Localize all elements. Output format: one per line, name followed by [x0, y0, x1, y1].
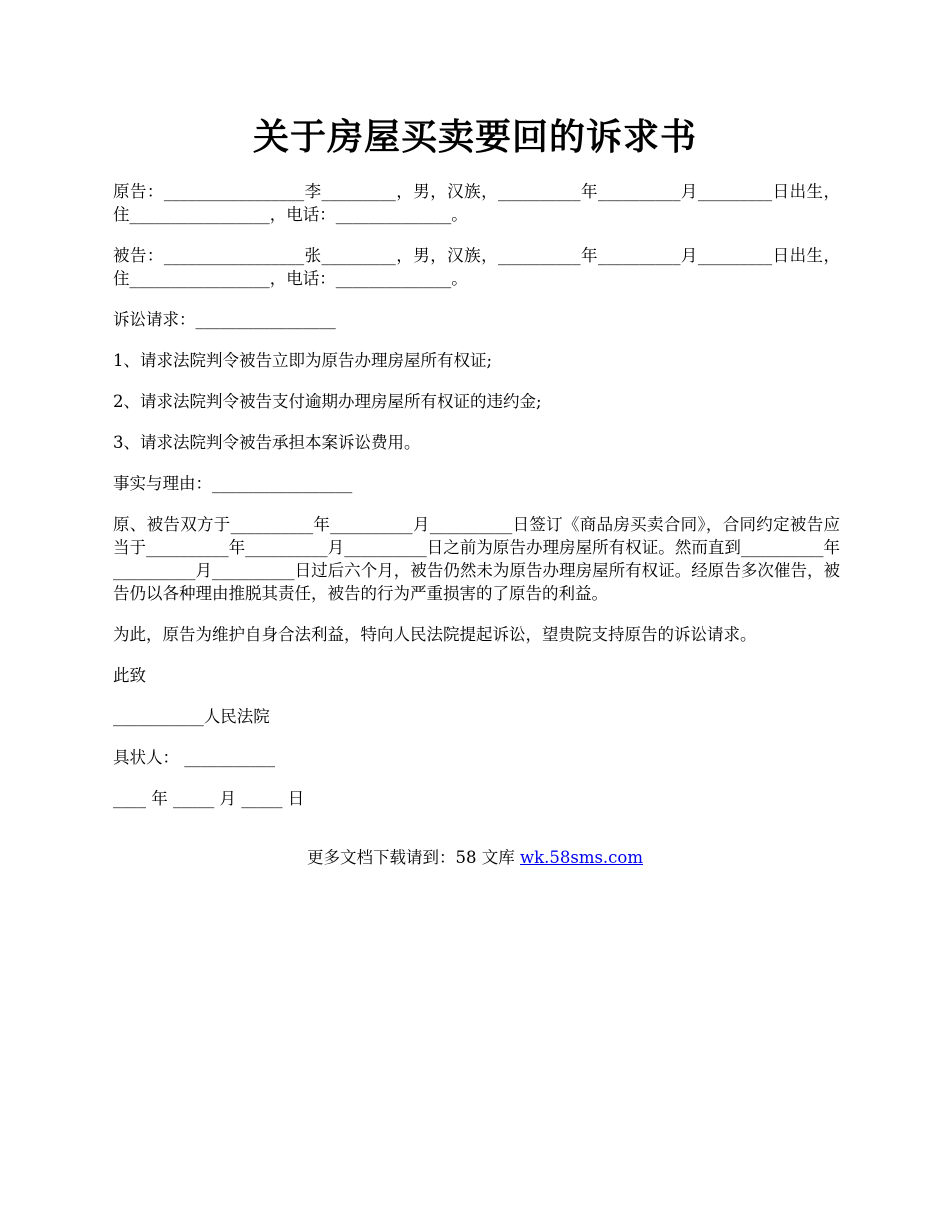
- footer-link[interactable]: wk.58sms.com: [519, 848, 643, 867]
- facts-paragraph: 原、被告双方于__________年__________月__________日签订《商品房买卖合同》，合同约定被告应当于__________年__________月__________日之前为原告办理房屋所有权证。然而直到__________年__________月__________日过后六个月，被告仍然未为原告办理房屋所有权证。经原告多次催告，被告仍以各种理由推脱其责任，被告的行为严重损害的了原告的利益。: [113, 515, 840, 603]
- claims-heading: 诉讼请求：_________________: [113, 310, 336, 329]
- claim-item-1: 1、请求法院判令被告立即为原告办理房屋所有权证;: [113, 351, 493, 370]
- download-footer: [0, 846, 950, 869]
- claim-item-2: 2、请求法院判令被告支付逾期办理房屋所有权证的违约金;: [113, 392, 542, 411]
- document-title: 关于房屋买卖要回的诉求书: [252, 116, 697, 158]
- footer-text: 更多文档下载请到：58 文库: [306, 848, 520, 867]
- date-line: ____ 年 _____ 月 _____ 日: [113, 789, 305, 808]
- signatory: 具状人： ___________: [113, 748, 275, 767]
- court-name: ___________人民法院: [113, 707, 270, 726]
- claim-item-3: 3、请求法院判令被告承担本案诉讼费用。: [113, 433, 421, 452]
- defendant-info: 被告：_________________张_________，男，汉族，__________年__________月_________日出生，住_________________，电话：______________。: [113, 246, 840, 288]
- facts-heading: 事实与理由：_________________: [113, 474, 353, 493]
- document-body: [113, 180, 840, 828]
- plaintiff-info: 原告：_________________李_________，男，汉族，__________年__________月_________日出生，住_________________，电话：______________。: [113, 182, 840, 224]
- conclusion-paragraph: 为此，原告为维护自身合法利益，特向人民法院提起诉讼，望贵院支持原告的诉讼请求。: [113, 625, 757, 644]
- salutation: 此致: [113, 666, 146, 685]
